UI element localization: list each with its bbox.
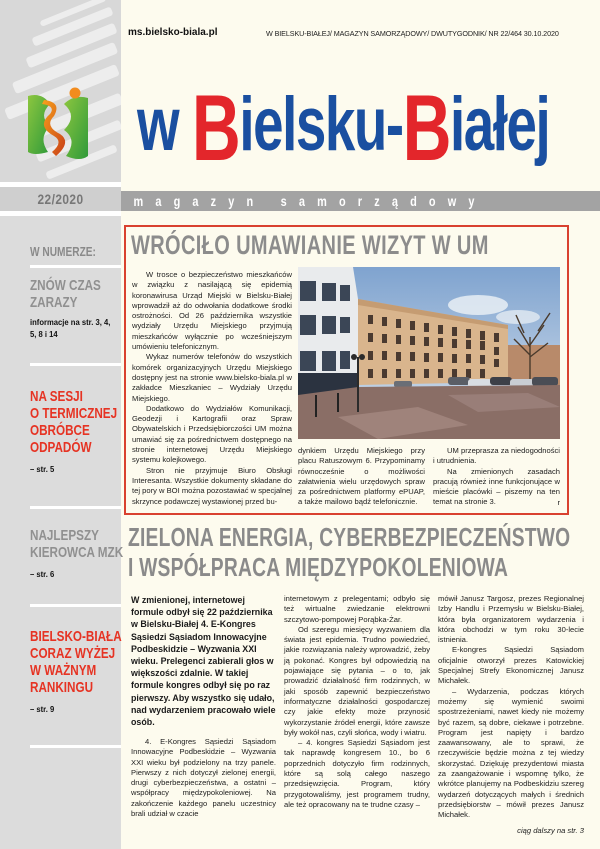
article-column-3: mówił Janusz Targosz, prezes Regionalnej Izby Handlu i Przemysłu w Bielsku-Białej, która była organizatorem wydarzenia i która obchodzi w tym roku 30-lecie istnienia. E-kongres Sąsiedzi Sąsiadom oficjalnie otworzył prezes Katowickiej Specjalnej Strefy Ekonomicznej Janusz Michałek. – Wydarzenia, podczas których możemy się wymienić swoimi spostrzeżeniami, nawet kiedy nie możemy być razem, są dobre, ciekawe i potrzebne. Program jest napięty i bardzo zaawansowany, ale to sprawi, że rzeczywiście będzie można z tej wiedzy skorzystać. Dziękuję prezydentowi miasta za zaangażowanie i wspomnę tylko, że wkrótce planujemy na Podbeskidziu szereg wydarzeń dotyczących małych i średnich przedsiębiorstw – mówił prezes Janusz Michałek. ciąg dalszy na str. 3	[438, 594, 584, 835]
city-hall-photo	[298, 267, 560, 439]
divider	[30, 604, 121, 607]
issue-number-band	[0, 187, 121, 211]
article-column-1: 4. E-Kongres Sąsiedzi Sąsiadom Innowacyjne Podbeskidzie – Wyzwania XXI wieku był podzielony na trzy panele. Pierwszy z nich dotyczył zielonej energii, drugi cyberbezpieczeństwa, a ostatni – współpracy międzypokoleniowej. Na zakończenie każdego panelu uczestnicy brali udział w czacie	[131, 737, 276, 819]
in-this-issue-heading: W NUMERZE:	[30, 244, 96, 259]
sidebar-teaser[interactable]: NAJLEPSZY KIEROWCA MZK – str. 6	[30, 527, 124, 579]
article-column-2: internetowym z prelegentami; odbyło się też wirtualne zwiedzanie elektrowni szczytowo-pompowej Porąbka-Żar. Od szeregu miesięcy wyzwaniem dla świata jest epidemia. Trudno powiedzieć, jakie rozwiązania należy wprowadzić, żeby ją pokonać. Kongres był odpowiedzią na pojawiające się pytania – o to, jak prowadzić działalność firm rodzinnych, w jaki sposób zapewnić bezpieczeństwo informatyczne działalności gospodarczej czy jakie efekty może przynosić wykorzystanie źródeł energii, które zawsze były wokół nas, czyli słońca, wody i wiatru. – 4. kongres Sąsiedzi Sąsiadom jest tak naprawdę kongresem 10., bo 6 poprzednich dotyczyło firm rodzinnych, które są solą całego naszego przedsięwzięcia. Program, który przygotowaliśmy, jest programem trudny, ale też opracowany na te trudne czasy –	[284, 594, 430, 809]
divider	[30, 745, 121, 748]
article-box-appointments	[124, 225, 569, 515]
divider	[30, 363, 121, 366]
sidebar-teaser[interactable]: ZNÓW CZAS ZARAZY informacje na str. 3, 4, 5, 8 i 14	[30, 277, 111, 339]
article-column-3: UM przeprasza za niedogodności i utrudnienia. Na zmienionych zasadach pracują również inne funkcjonujące w mieście placówki – piszemy na ten temat na stronie 3. r	[433, 446, 560, 507]
issue-meta-line: W BIELSKU-BIAŁEJ/ MAGAZYN SAMORZĄDOWY/ DWUTYGODNIK/ NR 22/464 30.10.2020	[266, 29, 559, 38]
divider	[30, 265, 121, 268]
city-logo-icon	[24, 86, 92, 164]
article-title: WRÓCIŁO UMAWIANIE WIZYT W UM	[131, 230, 489, 260]
sidebar-teaser[interactable]: NA SESJI O TERMICZNEJ OBRÓBCE ODPADÓW – str. 5	[30, 388, 118, 474]
article-column-1: W trosce o bezpieczeństwo mieszkańców w związku z nasilającą się epidemią koronawirusa Urząd Miejski w Bielsku-Białej wprowadził aż do odwołania dodatkowe środki ostrożności. Od 26 października wszystkie wydziały Urzędu Miejskiego przyjmują mieszkańców wyłącznie po wcześniejszym umówieniu telefonicznym. Wykaz numerów telefonów do wszystkich komórek organizacyjnych Urzędu Miejskiego dostępny jest na stronie www.bielsko-biala.pl w zakładce Mieszkaniec – Wydziały Urzędu Miejskiego. Dodatkowo do Wydziałów Komunikacji, Geodezji i Kartografii oraz Spraw Obywatelskich i Przedsiębiorczości UM można umawiać się za pośrednictwem dostępnego na stronie internetowej Urzędu Miejskiego systemu kolejkowego. Stron nie przyjmuje Biuro Obsługi Interesanta. Wszystkie dokumenty składane do tej pory w BOI można pozostawiać w specjalnej skrzynce podawczej wystawionej przed bu-	[132, 270, 292, 506]
sidebar-teaser[interactable]: BIELSKO-BIAŁA CORAZ WYŻEJ W WAŻNYM RANKINGU – str. 9	[30, 628, 122, 714]
subtitle-band	[121, 191, 600, 211]
issue-number: 22/2020	[37, 191, 84, 207]
divider	[30, 506, 121, 509]
magazine-subtitle: magazyn samorządowy	[133, 193, 487, 209]
continued-link[interactable]: ciąg dalszy na str. 3	[517, 825, 584, 835]
article-lead: W zmienionej, internetowej formule odbył się 22 października w Bielsku-Białej 4. E-Kongres Sąsiedzi Sąsiadom Innowacyjne Podbeskidzie – Wyzwania XXI wieku. Prelegenci zabierali głos w większości zdalnie. W takiej formule kongres odbył się po raz pierwszy. Aby wszystko się udało, nad wydarzeniem pracowało wiele osób.	[131, 595, 276, 728]
author-signature: r	[557, 497, 560, 507]
masthead-title: w Bielsku-Białej	[137, 75, 550, 180]
site-url-link[interactable]: ms.bielsko-biala.pl	[128, 27, 218, 38]
logo-area	[0, 0, 121, 182]
article-column-2: dynkiem Urzędu Miejskiego przy placu Ratuszowym 6. Przypominamy równocześnie o możliwości załatwienia wielu urzędowych spraw za pośrednictwem platformy ePUAP, a także mailowo bądź telefonicznie.	[298, 446, 425, 507]
divider	[0, 211, 121, 216]
building-photo-image	[298, 267, 560, 439]
article-title: ZIELONA ENERGIA, CYBERBEZPIECZEŃSTWO I WSPÓŁPRACA MIĘDZYPOKOLENIOWA	[128, 522, 571, 582]
